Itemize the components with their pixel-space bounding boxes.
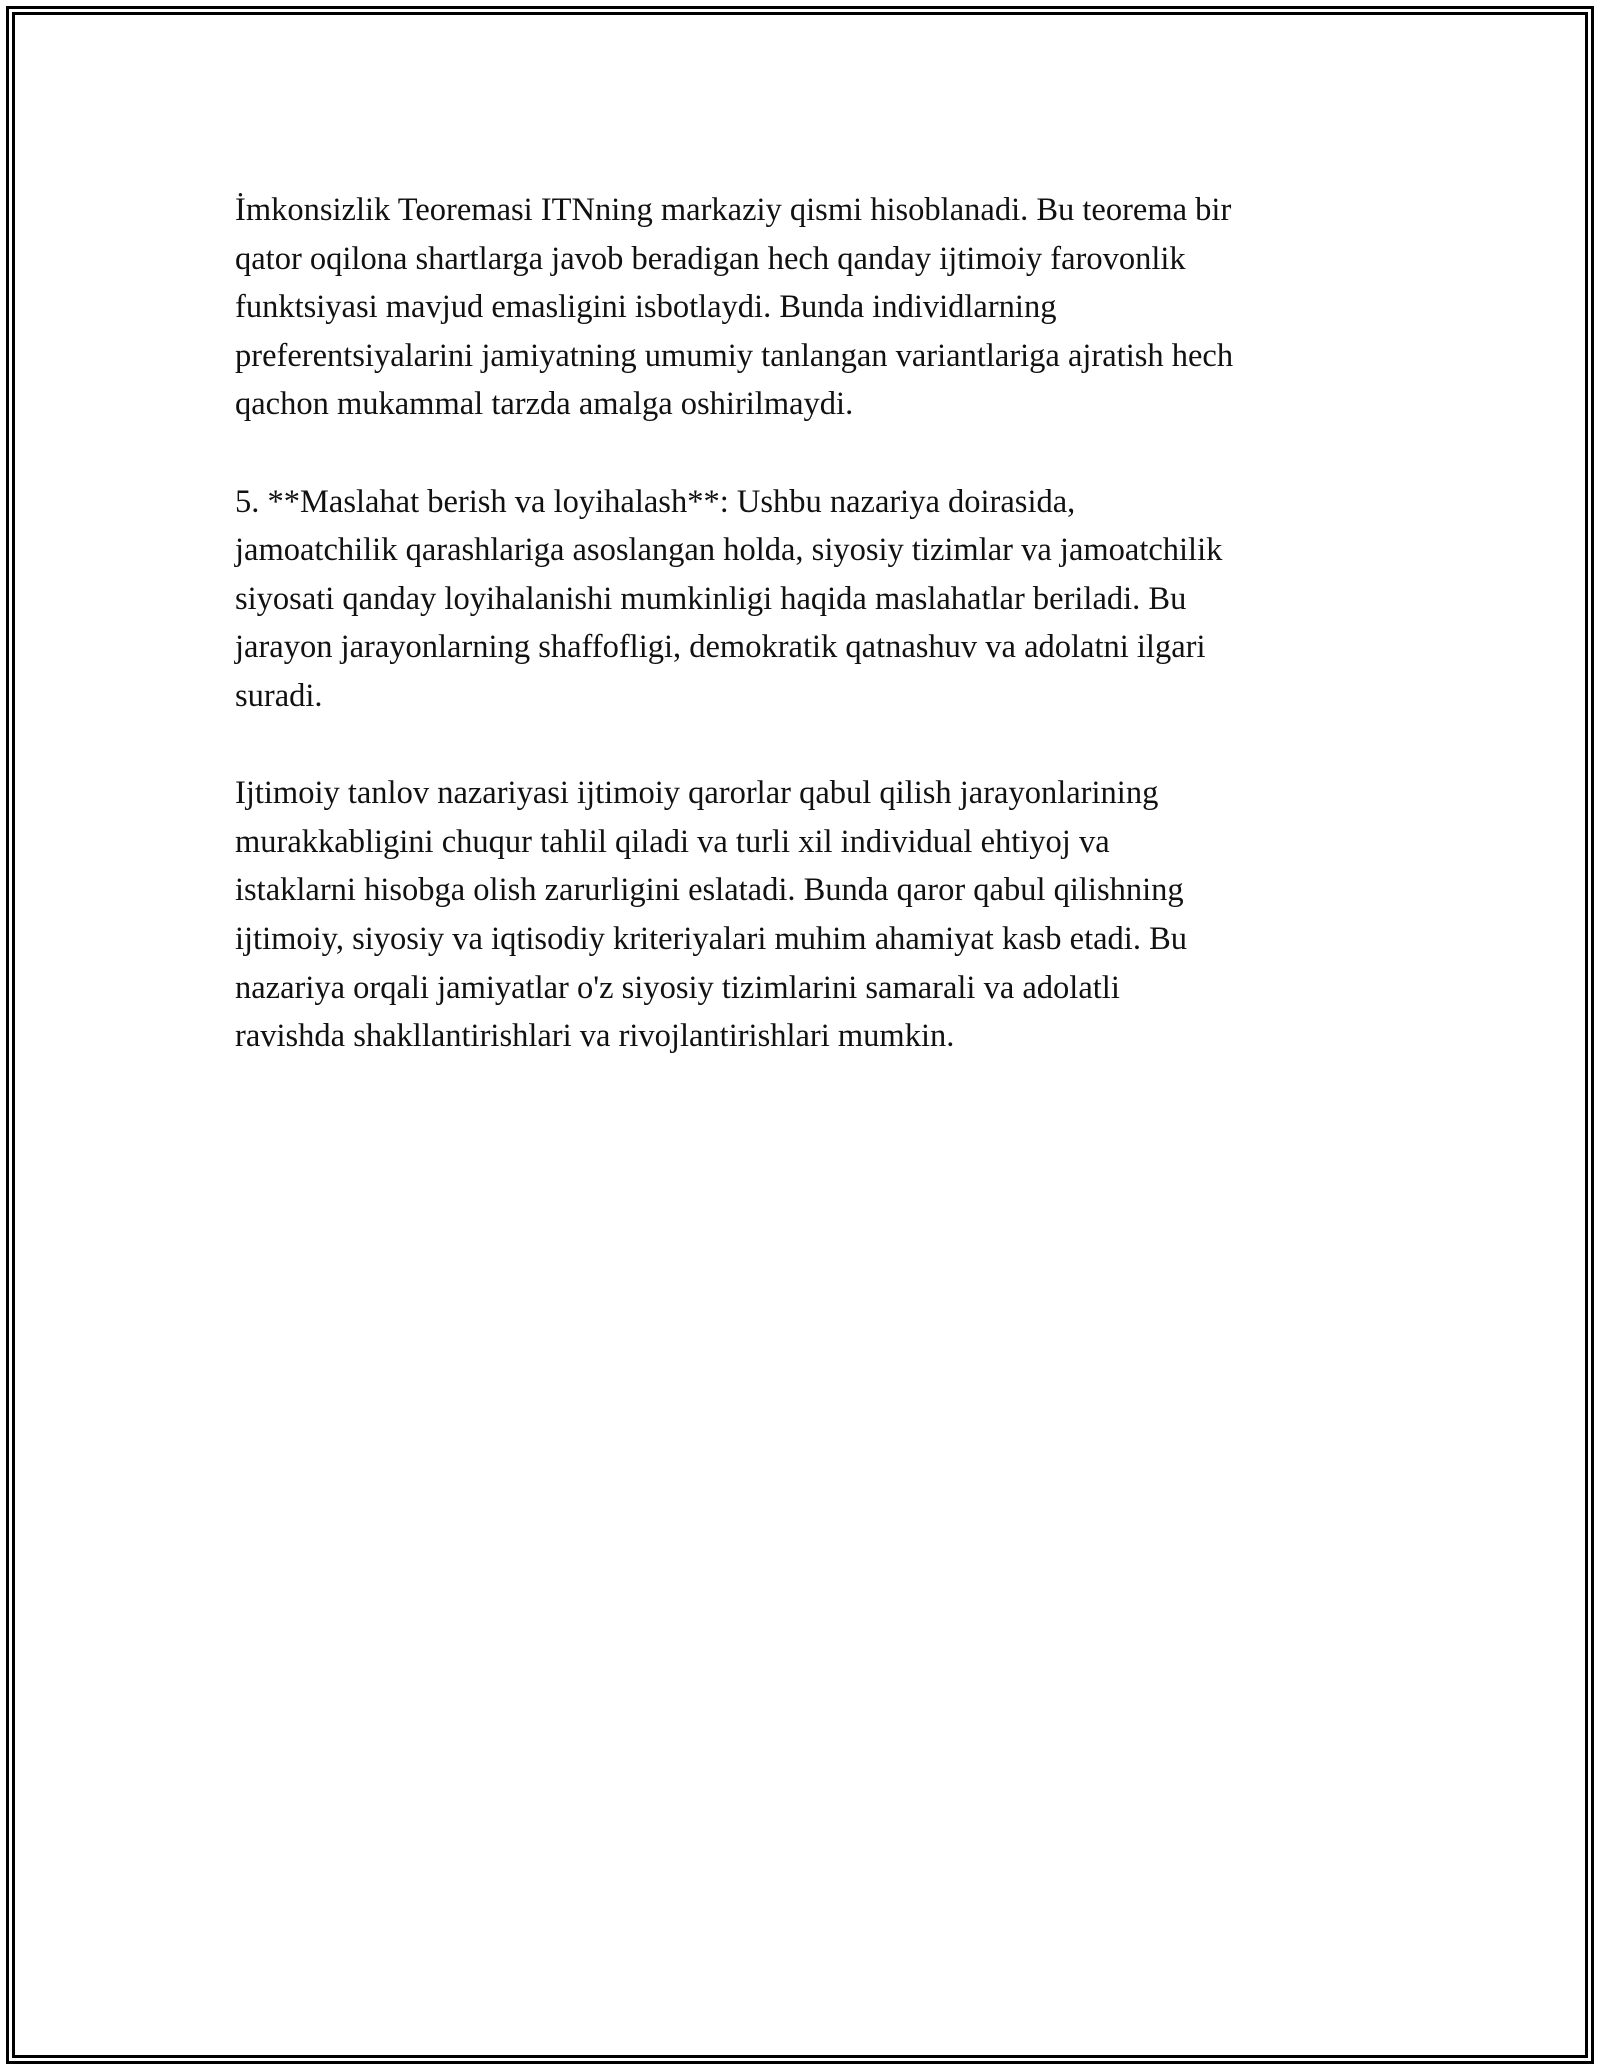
text-line: Ijtimoiy tanlov nazariyasi ijtimoiy qarorlar qabul qilish jarayonlarining (235, 775, 1159, 812)
text-line: İmkonsizlik Teoremasi ITNning markaziy qismi hisoblanadi. Bu teorema bir (235, 192, 1232, 228)
text-line: nazariya orqali jamiyatlar o'z siyosiy tizimlarini samarali va adolatli (235, 969, 1120, 1006)
text-line: funktsiyasi mavjud emasligini isbotlaydi. Bunda individlarning (235, 289, 1057, 326)
text-line: ijtimoiy, siyosiy va iqtisodiy kriteriyalari muhim ahamiyat kasb etadi. Bu (235, 920, 1187, 957)
text-line: ravishda shakllantirishlari va rivojlantirishlari mumkin. (235, 1018, 955, 1055)
text-line: qator oqilona shartlarga javob beradigan hech qanday ijtimoiy farovonlik (235, 240, 1186, 277)
text-line: 5. **Maslahat berish va loyihalash**: Ushbu nazariya doirasida, (235, 483, 1076, 520)
text-line: jamoatchilik qarashlariga asoslangan holda, siyosiy tizimlar va jamoatchilik (235, 532, 1223, 569)
text-line: qachon mukammal tarzda amalga oshirilmaydi. (235, 386, 854, 423)
paragraph-conclusion (235, 769, 1375, 1061)
text-line: istaklarni hisobga olish zarurligini eslatadi. Bunda qaror qabul qilishning (235, 872, 1184, 909)
text-line: murakkabligini chuqur tahlil qiladi va turli xil individual ehtiyoj va (235, 823, 1110, 860)
text-line: jarayon jarayonlarning shaffofligi, demokratik qatnashuv va adolatni ilgari (235, 629, 1206, 666)
paragraph-impossibility-theorem (235, 186, 1375, 429)
document-body (235, 186, 1375, 1109)
text-line: siyosati qanday loyihalanishi mumkinligi haqida maslahatlar beriladi. Bu (235, 580, 1187, 617)
text-line: suradi. (235, 677, 323, 714)
paragraph-advice-and-design (235, 478, 1375, 721)
text-line: preferentsiyalarini jamiyatning umumiy tanlangan variantlariga ajratish hech (235, 337, 1234, 374)
